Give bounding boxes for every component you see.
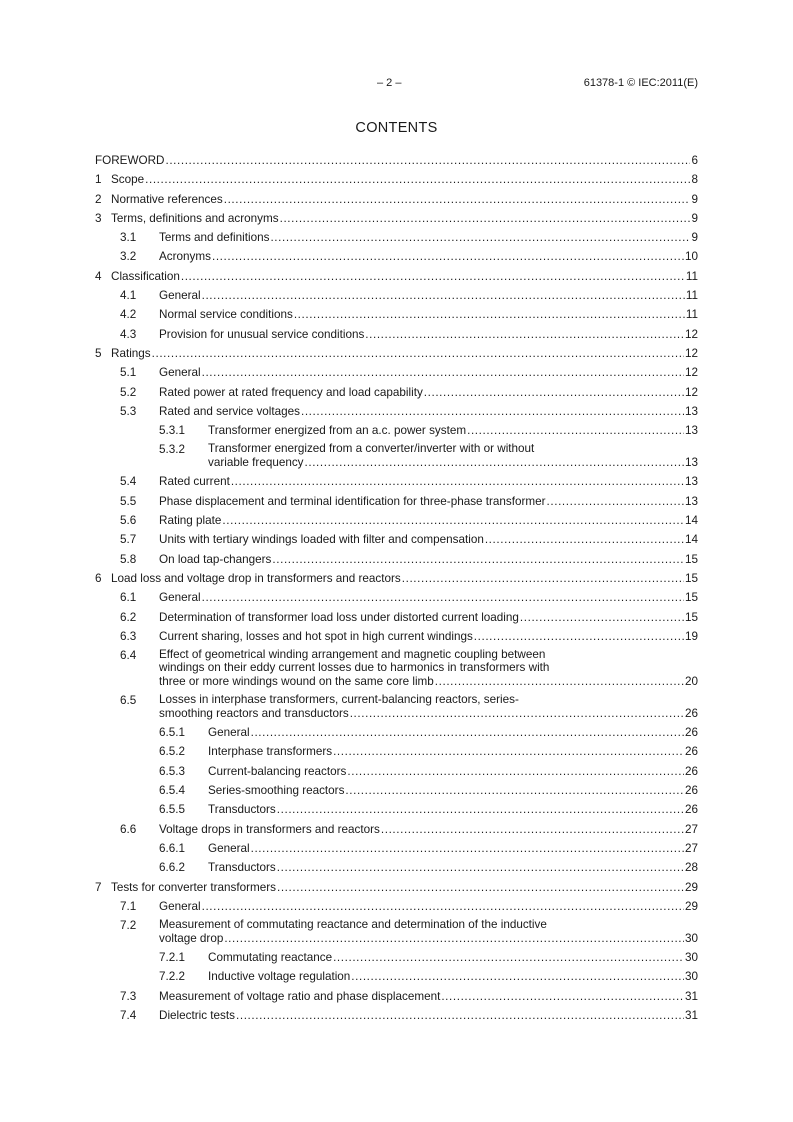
dot-leader xyxy=(345,781,684,800)
toc-entry-number: 6.5.4 xyxy=(159,784,185,798)
toc-entry[interactable] xyxy=(95,530,698,549)
toc-entry[interactable] xyxy=(95,440,698,472)
toc-entry[interactable] xyxy=(95,383,698,402)
dot-leader xyxy=(152,344,684,363)
toc-entry-number: 4.2 xyxy=(120,308,137,322)
dot-leader xyxy=(381,820,684,839)
toc-entry-number: 6.4 xyxy=(120,649,137,663)
dot-leader xyxy=(251,723,684,742)
toc-entry[interactable] xyxy=(95,878,698,897)
toc-entry[interactable] xyxy=(95,363,698,382)
toc-entry-page: 26 xyxy=(684,784,698,798)
toc-entry-page: 13 xyxy=(684,404,698,418)
dot-leader xyxy=(202,363,684,382)
toc-entry-title: Dielectric tests xyxy=(159,1008,235,1022)
toc-entry-number: 4.3 xyxy=(120,327,137,341)
toc-entry-page: 26 xyxy=(684,764,698,778)
dot-leader xyxy=(165,151,690,170)
toc-entry[interactable] xyxy=(95,948,698,967)
toc-entry-number: 7.1 xyxy=(120,899,137,913)
dot-leader xyxy=(202,286,685,305)
dot-leader xyxy=(251,839,684,858)
toc-entry-number: 5.3 xyxy=(120,404,137,418)
toc-entry[interactable] xyxy=(95,569,698,588)
toc-entry-title: Transformer energized from an a.c. power system xyxy=(208,424,467,438)
toc-entry-title: Normal service conditions xyxy=(159,308,293,322)
toc-entry[interactable] xyxy=(95,472,698,491)
toc-entry-page: 15 xyxy=(684,591,698,605)
toc-entry-title: General xyxy=(208,726,250,740)
toc-entry-page: 29 xyxy=(684,880,698,894)
toc-entry-title: Terms, definitions and acronyms xyxy=(111,211,279,225)
toc-entry-page: 28 xyxy=(684,861,698,875)
dot-leader xyxy=(277,800,684,819)
toc-entry-page: 8 xyxy=(691,173,698,187)
dot-leader xyxy=(435,672,684,691)
toc-entry-title: General xyxy=(208,841,250,855)
toc-entry-title: Rated and service voltages xyxy=(159,404,300,418)
dot-leader xyxy=(231,472,684,491)
toc-entry[interactable] xyxy=(95,608,698,627)
toc-entry-number: 3.1 xyxy=(120,231,137,245)
toc-entry-title: Current-balancing reactors xyxy=(208,764,347,778)
toc-entry[interactable] xyxy=(95,402,698,421)
toc-entry[interactable] xyxy=(95,286,698,305)
toc-entry-page: 13 xyxy=(684,456,698,470)
toc-entry-title: General xyxy=(159,289,201,303)
document-id: 61378-1 © IEC:2011(E) xyxy=(583,77,698,89)
dot-leader xyxy=(441,987,684,1006)
toc-entry[interactable] xyxy=(95,588,698,607)
toc-entry-title: smoothing reactors and transductors xyxy=(159,706,349,720)
toc-entry-title: General xyxy=(159,366,201,380)
toc-entry[interactable] xyxy=(95,305,698,324)
page-number: – 2 – xyxy=(377,77,402,89)
toc-entry-page: 9 xyxy=(691,231,698,245)
toc-entry-title: Transductors xyxy=(208,861,276,875)
toc-entry-title: Terms and definitions xyxy=(159,231,270,245)
toc-entry-page: 11 xyxy=(685,289,698,303)
toc-entry-title: Rated current xyxy=(159,475,230,489)
toc-entry-number: 6 xyxy=(95,571,102,585)
toc-entry-number: 5.4 xyxy=(120,475,137,489)
toc-entry-page: 19 xyxy=(684,629,698,643)
toc-entry-title: General xyxy=(159,899,201,913)
toc-entry-number: 2 xyxy=(95,192,102,206)
dot-leader xyxy=(365,325,684,344)
toc-entry[interactable] xyxy=(95,627,698,646)
dot-leader xyxy=(305,453,684,472)
dot-leader xyxy=(277,878,684,897)
toc-entry-page: 13 xyxy=(684,475,698,489)
dot-leader xyxy=(547,492,684,511)
toc-entry-title: Provision for unusual service conditions xyxy=(159,327,365,341)
toc-entry-title: Tests for converter transformers xyxy=(111,880,276,894)
toc-entry-title: Scope xyxy=(111,173,145,187)
dot-leader xyxy=(402,569,684,588)
toc-entry[interactable] xyxy=(95,839,698,858)
toc-entry-title: Transformer energized from a converter/inverter with or without xyxy=(208,442,535,456)
toc-entry-title: Interphase transformers xyxy=(208,745,333,759)
contents-title: CONTENTS xyxy=(355,120,438,136)
toc-entry-number: 4.1 xyxy=(120,289,137,303)
toc-entry-page: 31 xyxy=(684,1008,698,1022)
toc-entry-number: 6.6.2 xyxy=(159,861,185,875)
dot-leader xyxy=(236,1006,684,1025)
toc-entry-title: Determination of transformer load loss under distorted current loading xyxy=(159,610,519,624)
toc-entry-title: Inductive voltage regulation xyxy=(208,970,351,984)
toc-entry-title: Voltage drops in transformers and reactors xyxy=(159,822,380,836)
toc-entry-page: 15 xyxy=(684,552,698,566)
toc-entry-title: Losses in interphase transformers, current-balancing reactors, series- xyxy=(159,693,519,707)
toc-entry-number: 5.1 xyxy=(120,366,137,380)
toc-entry-number: 7 xyxy=(95,880,102,894)
toc-entry[interactable] xyxy=(95,170,698,189)
toc-entry-number: 7.2.1 xyxy=(159,951,185,965)
dot-leader xyxy=(222,511,684,530)
toc-entry-page: 11 xyxy=(685,308,698,322)
dot-leader xyxy=(280,209,691,228)
toc-entry[interactable] xyxy=(95,151,698,170)
toc-entry[interactable] xyxy=(95,190,698,209)
dot-leader xyxy=(202,897,684,916)
toc-entry-title: Acronyms xyxy=(159,250,211,264)
toc-entry-page: 14 xyxy=(684,533,698,547)
dot-leader xyxy=(350,704,684,723)
toc-entry-title: voltage drop xyxy=(159,931,224,945)
toc-entry-page: 13 xyxy=(684,494,698,508)
toc-entry-number: 4 xyxy=(95,269,102,283)
dot-leader xyxy=(351,967,684,986)
dot-leader xyxy=(202,588,684,607)
dot-leader xyxy=(333,742,684,761)
toc-entry-page: 27 xyxy=(684,841,698,855)
toc-entry-title: Rating plate xyxy=(159,514,222,528)
toc-entry-page: 9 xyxy=(691,192,698,206)
toc-entry-number: 1 xyxy=(95,173,102,187)
toc-entry-page: 31 xyxy=(684,989,698,1003)
toc-entry-title: Measurement of commutating reactance and determination of the inductive xyxy=(159,918,547,932)
toc-entry-page: 30 xyxy=(684,970,698,984)
toc-entry-page: 20 xyxy=(684,674,698,688)
toc-entry-title: Current sharing, losses and hot spot in high current windings xyxy=(159,629,473,643)
toc-entry[interactable] xyxy=(95,987,698,1006)
toc-entry[interactable] xyxy=(95,691,698,723)
toc-entry-page: 15 xyxy=(684,571,698,585)
toc-entry-number: 7.2.2 xyxy=(159,970,185,984)
toc-entry-number: 6.2 xyxy=(120,610,137,624)
toc-entry-number: 5.8 xyxy=(120,552,137,566)
toc-entry-page: 30 xyxy=(684,931,698,945)
toc-entry-title: Measurement of voltage ratio and phase displacement xyxy=(159,989,441,1003)
toc-entry-number: 5.2 xyxy=(120,385,137,399)
toc-entry-title: Transductors xyxy=(208,803,276,817)
toc-entry-page: 15 xyxy=(684,610,698,624)
dot-leader xyxy=(485,530,684,549)
toc-entry[interactable] xyxy=(95,762,698,781)
toc-entry-page: 12 xyxy=(684,327,698,341)
toc-entry-title: Commutating reactance xyxy=(208,951,333,965)
toc-entry-title: Series-smoothing reactors xyxy=(208,784,345,798)
toc-entry[interactable] xyxy=(95,723,698,742)
toc-entry-number: 6.5.2 xyxy=(159,745,185,759)
toc-entry-page: 13 xyxy=(684,424,698,438)
toc-entry[interactable] xyxy=(95,800,698,819)
toc-entry-number: 5.7 xyxy=(120,533,137,547)
toc-entry-page: 26 xyxy=(684,706,698,720)
dot-leader xyxy=(333,948,684,967)
toc-entry-title: Units with tertiary windings loaded with filter and compensation xyxy=(159,533,484,547)
dot-leader xyxy=(474,627,684,646)
dot-leader xyxy=(224,929,684,948)
toc-entry[interactable] xyxy=(95,781,698,800)
toc-entry-number: 6.5.5 xyxy=(159,803,185,817)
toc-entry-title: three or more windings wound on the same core limb xyxy=(159,674,434,688)
toc-entry-number: 6.3 xyxy=(120,629,137,643)
toc-entry-number: 5.3.2 xyxy=(159,443,185,457)
toc-entry[interactable] xyxy=(95,325,698,344)
toc-entry[interactable] xyxy=(95,1006,698,1025)
toc-entry[interactable] xyxy=(95,742,698,761)
toc-entry-number: 7.2 xyxy=(120,919,137,933)
dot-leader xyxy=(294,305,685,324)
toc-entry-page: 30 xyxy=(684,951,698,965)
toc-entry-page: 14 xyxy=(684,514,698,528)
toc-entry-page: 26 xyxy=(684,803,698,817)
toc-entry-number: 7.4 xyxy=(120,1008,137,1022)
toc-entry[interactable] xyxy=(95,492,698,511)
toc-entry-number: 6.5.1 xyxy=(159,726,185,740)
toc-entry-title: Load loss and voltage drop in transformers and reactors xyxy=(111,571,401,585)
toc-entry[interactable] xyxy=(95,344,698,363)
dot-leader xyxy=(277,858,684,877)
toc-entry[interactable] xyxy=(95,511,698,530)
toc-entry[interactable] xyxy=(95,209,698,228)
toc-entry-title: Phase displacement and terminal identification for three-phase transformer xyxy=(159,494,546,508)
toc-entry-title: variable frequency xyxy=(208,456,304,470)
toc-entry-page: 11 xyxy=(685,269,698,283)
toc-entry-number: 3 xyxy=(95,211,102,225)
toc-entry[interactable] xyxy=(95,967,698,986)
toc-entry[interactable] xyxy=(95,897,698,916)
toc-entry-number: 6.5.3 xyxy=(159,764,185,778)
toc-entry-number: 6.6 xyxy=(120,822,137,836)
dot-leader xyxy=(272,550,684,569)
dot-leader xyxy=(520,608,684,627)
toc-entry-number: 3.2 xyxy=(120,250,137,264)
toc-entry-page: 12 xyxy=(684,346,698,360)
toc-entry-page: 26 xyxy=(684,745,698,759)
toc-entry-page: 27 xyxy=(684,822,698,836)
dot-leader xyxy=(224,190,691,209)
toc-entry-number: 5.3.1 xyxy=(159,424,185,438)
toc-entry-title: FOREWORD xyxy=(95,154,165,167)
toc-entry-number: 5.6 xyxy=(120,514,137,528)
toc-entry-number: 5.5 xyxy=(120,494,137,508)
toc-entry-title: Classification xyxy=(111,269,180,283)
toc-entry[interactable] xyxy=(95,267,698,286)
toc-entry-page: 6 xyxy=(691,154,698,167)
toc-entry[interactable] xyxy=(95,228,698,247)
toc-entry[interactable] xyxy=(95,916,698,948)
toc-entry-title: windings on their eddy current losses due to harmonics in transformers with xyxy=(159,661,550,675)
toc-entry-page: 9 xyxy=(691,211,698,225)
dot-leader xyxy=(347,762,684,781)
toc-entry-title: On load tap-changers xyxy=(159,552,272,566)
dot-leader xyxy=(145,170,690,189)
toc-entry[interactable] xyxy=(95,247,698,266)
toc-entry-number: 6.5 xyxy=(120,694,137,708)
toc-entry[interactable] xyxy=(95,858,698,877)
toc-entry-page: 12 xyxy=(684,385,698,399)
toc-entry-title: Rated power at rated frequency and load capability xyxy=(159,385,423,399)
table-of-contents xyxy=(95,151,698,1025)
dot-leader xyxy=(301,402,684,421)
toc-entry-title: Effect of geometrical winding arrangement and magnetic coupling between xyxy=(159,648,546,662)
toc-entry-number: 6.6.1 xyxy=(159,841,185,855)
toc-entry[interactable] xyxy=(95,421,698,440)
toc-entry-page: 26 xyxy=(684,726,698,740)
dot-leader xyxy=(212,247,684,266)
toc-entry-page: 12 xyxy=(684,366,698,380)
toc-entry-title: General xyxy=(159,591,201,605)
toc-entry-number: 7.3 xyxy=(120,989,137,1003)
dot-leader xyxy=(467,421,684,440)
toc-entry-number: 5 xyxy=(95,346,102,360)
toc-entry-number: 6.1 xyxy=(120,591,137,605)
toc-entry-page: 29 xyxy=(684,899,698,913)
dot-leader xyxy=(270,228,690,247)
dot-leader xyxy=(181,267,685,286)
toc-entry-title: Ratings xyxy=(111,346,151,360)
toc-entry[interactable] xyxy=(95,550,698,569)
toc-entry[interactable] xyxy=(95,820,698,839)
toc-entry[interactable] xyxy=(95,646,698,691)
toc-entry-page: 10 xyxy=(684,250,698,264)
dot-leader xyxy=(424,383,684,402)
toc-entry-title: Normative references xyxy=(111,192,223,206)
